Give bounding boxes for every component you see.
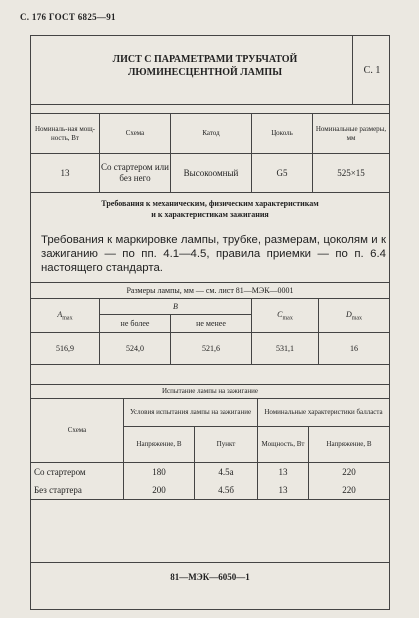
- row-voltage: 180: [124, 463, 195, 482]
- row-power: 13: [258, 481, 309, 500]
- header-b: [100, 299, 252, 315]
- header-scheme: Схема: [100, 114, 171, 154]
- header-b-max: не более: [100, 315, 171, 333]
- header-d-max: [319, 299, 390, 333]
- header-base: Цоколь: [252, 114, 313, 154]
- row-ballast-voltage: 220: [309, 481, 390, 500]
- cell-dimensions: 525×15: [313, 154, 390, 193]
- header-dimensions: Номинальные размеры, мм: [313, 114, 390, 154]
- value-b-max: 524,0: [100, 333, 171, 365]
- header-cathode: Катод: [171, 114, 252, 154]
- ignition-caption: Испытание лампы на зажигание: [31, 385, 390, 399]
- a-subscript: max: [62, 315, 73, 322]
- requirements-heading-line-2: и к характеристикам зажигания: [151, 210, 269, 219]
- footer-divider: [30, 562, 390, 563]
- value-c: 531,1: [252, 333, 319, 365]
- b-symbol: B: [173, 302, 178, 311]
- header-voltage: Напряжение, В: [124, 427, 195, 463]
- header-power: Номиналь-ная мощ-ность, Вт: [31, 114, 100, 154]
- title-block: [30, 35, 390, 105]
- sheet-footer: 81—МЭК—6050—1: [170, 572, 250, 582]
- value-d: 16: [319, 333, 390, 365]
- dimensions-caption: Размеры лампы, мм — см. лист 81—МЭК—0001: [31, 283, 390, 299]
- d-subscript: max: [351, 315, 363, 322]
- ignition-test-table: [30, 384, 390, 500]
- header-scheme: Схема: [31, 399, 124, 463]
- cell-base: G5: [252, 154, 313, 193]
- header-ballast: Номинальные характеристики балласта: [258, 399, 390, 427]
- cell-cathode: Высокоомный: [171, 154, 252, 193]
- sheet-title: [80, 53, 330, 79]
- value-a: 516,9: [31, 333, 100, 365]
- page-header: С. 176 ГОСТ 6825—91: [20, 12, 116, 22]
- header-c-max: [252, 299, 319, 333]
- title-line-1: ЛИСТ С ПАРАМЕТРАМИ ТРУБЧАТОЙ: [112, 54, 298, 65]
- header-point: Пункт: [195, 427, 258, 463]
- row-scheme: Без стартера: [31, 481, 124, 500]
- c-symbol: C: [277, 309, 283, 319]
- header-ballast-voltage: Напряжение, В: [309, 427, 390, 463]
- header-b-min: не менее: [171, 315, 252, 333]
- title-line-2: ЛЮМИНЕСЦЕНТНОЙ ЛАМПЫ: [127, 67, 283, 78]
- d-symbol: D: [345, 309, 352, 319]
- cell-scheme: Со стартером или без него: [100, 154, 171, 193]
- row-point: 4.5а: [195, 463, 258, 482]
- header-ballast-power: Мощность, Вт: [258, 427, 309, 463]
- row-point: 4.5б: [195, 481, 258, 500]
- header-a-max: [31, 299, 100, 333]
- requirements-heading-line-1: Требования к механическим, физическим характеристикам: [101, 199, 319, 208]
- row-ballast-voltage: 220: [309, 463, 390, 482]
- requirements-paragraph: Требования к маркировке лампы, трубке, размерам, цоколям и к зажиганию — по пп. 4.1—4.5, правила приемки — по п. 6.4 настоящего стандарта.: [41, 234, 386, 274]
- sheet-number: С. 1: [352, 35, 391, 105]
- row-voltage: 200: [124, 481, 195, 500]
- row-scheme: Со стартером: [31, 463, 124, 482]
- header-test-conditions: Условия испытания лампы на зажигание: [124, 399, 258, 427]
- cell-power: 13: [31, 154, 100, 193]
- lamp-spec-table: [30, 113, 390, 193]
- value-b-min: 521,6: [171, 333, 252, 365]
- a-symbol: A: [57, 309, 63, 319]
- dimensions-table: [30, 282, 390, 365]
- row-power: 13: [258, 463, 309, 482]
- c-subscript: max: [282, 315, 293, 322]
- requirements-heading: [30, 198, 390, 220]
